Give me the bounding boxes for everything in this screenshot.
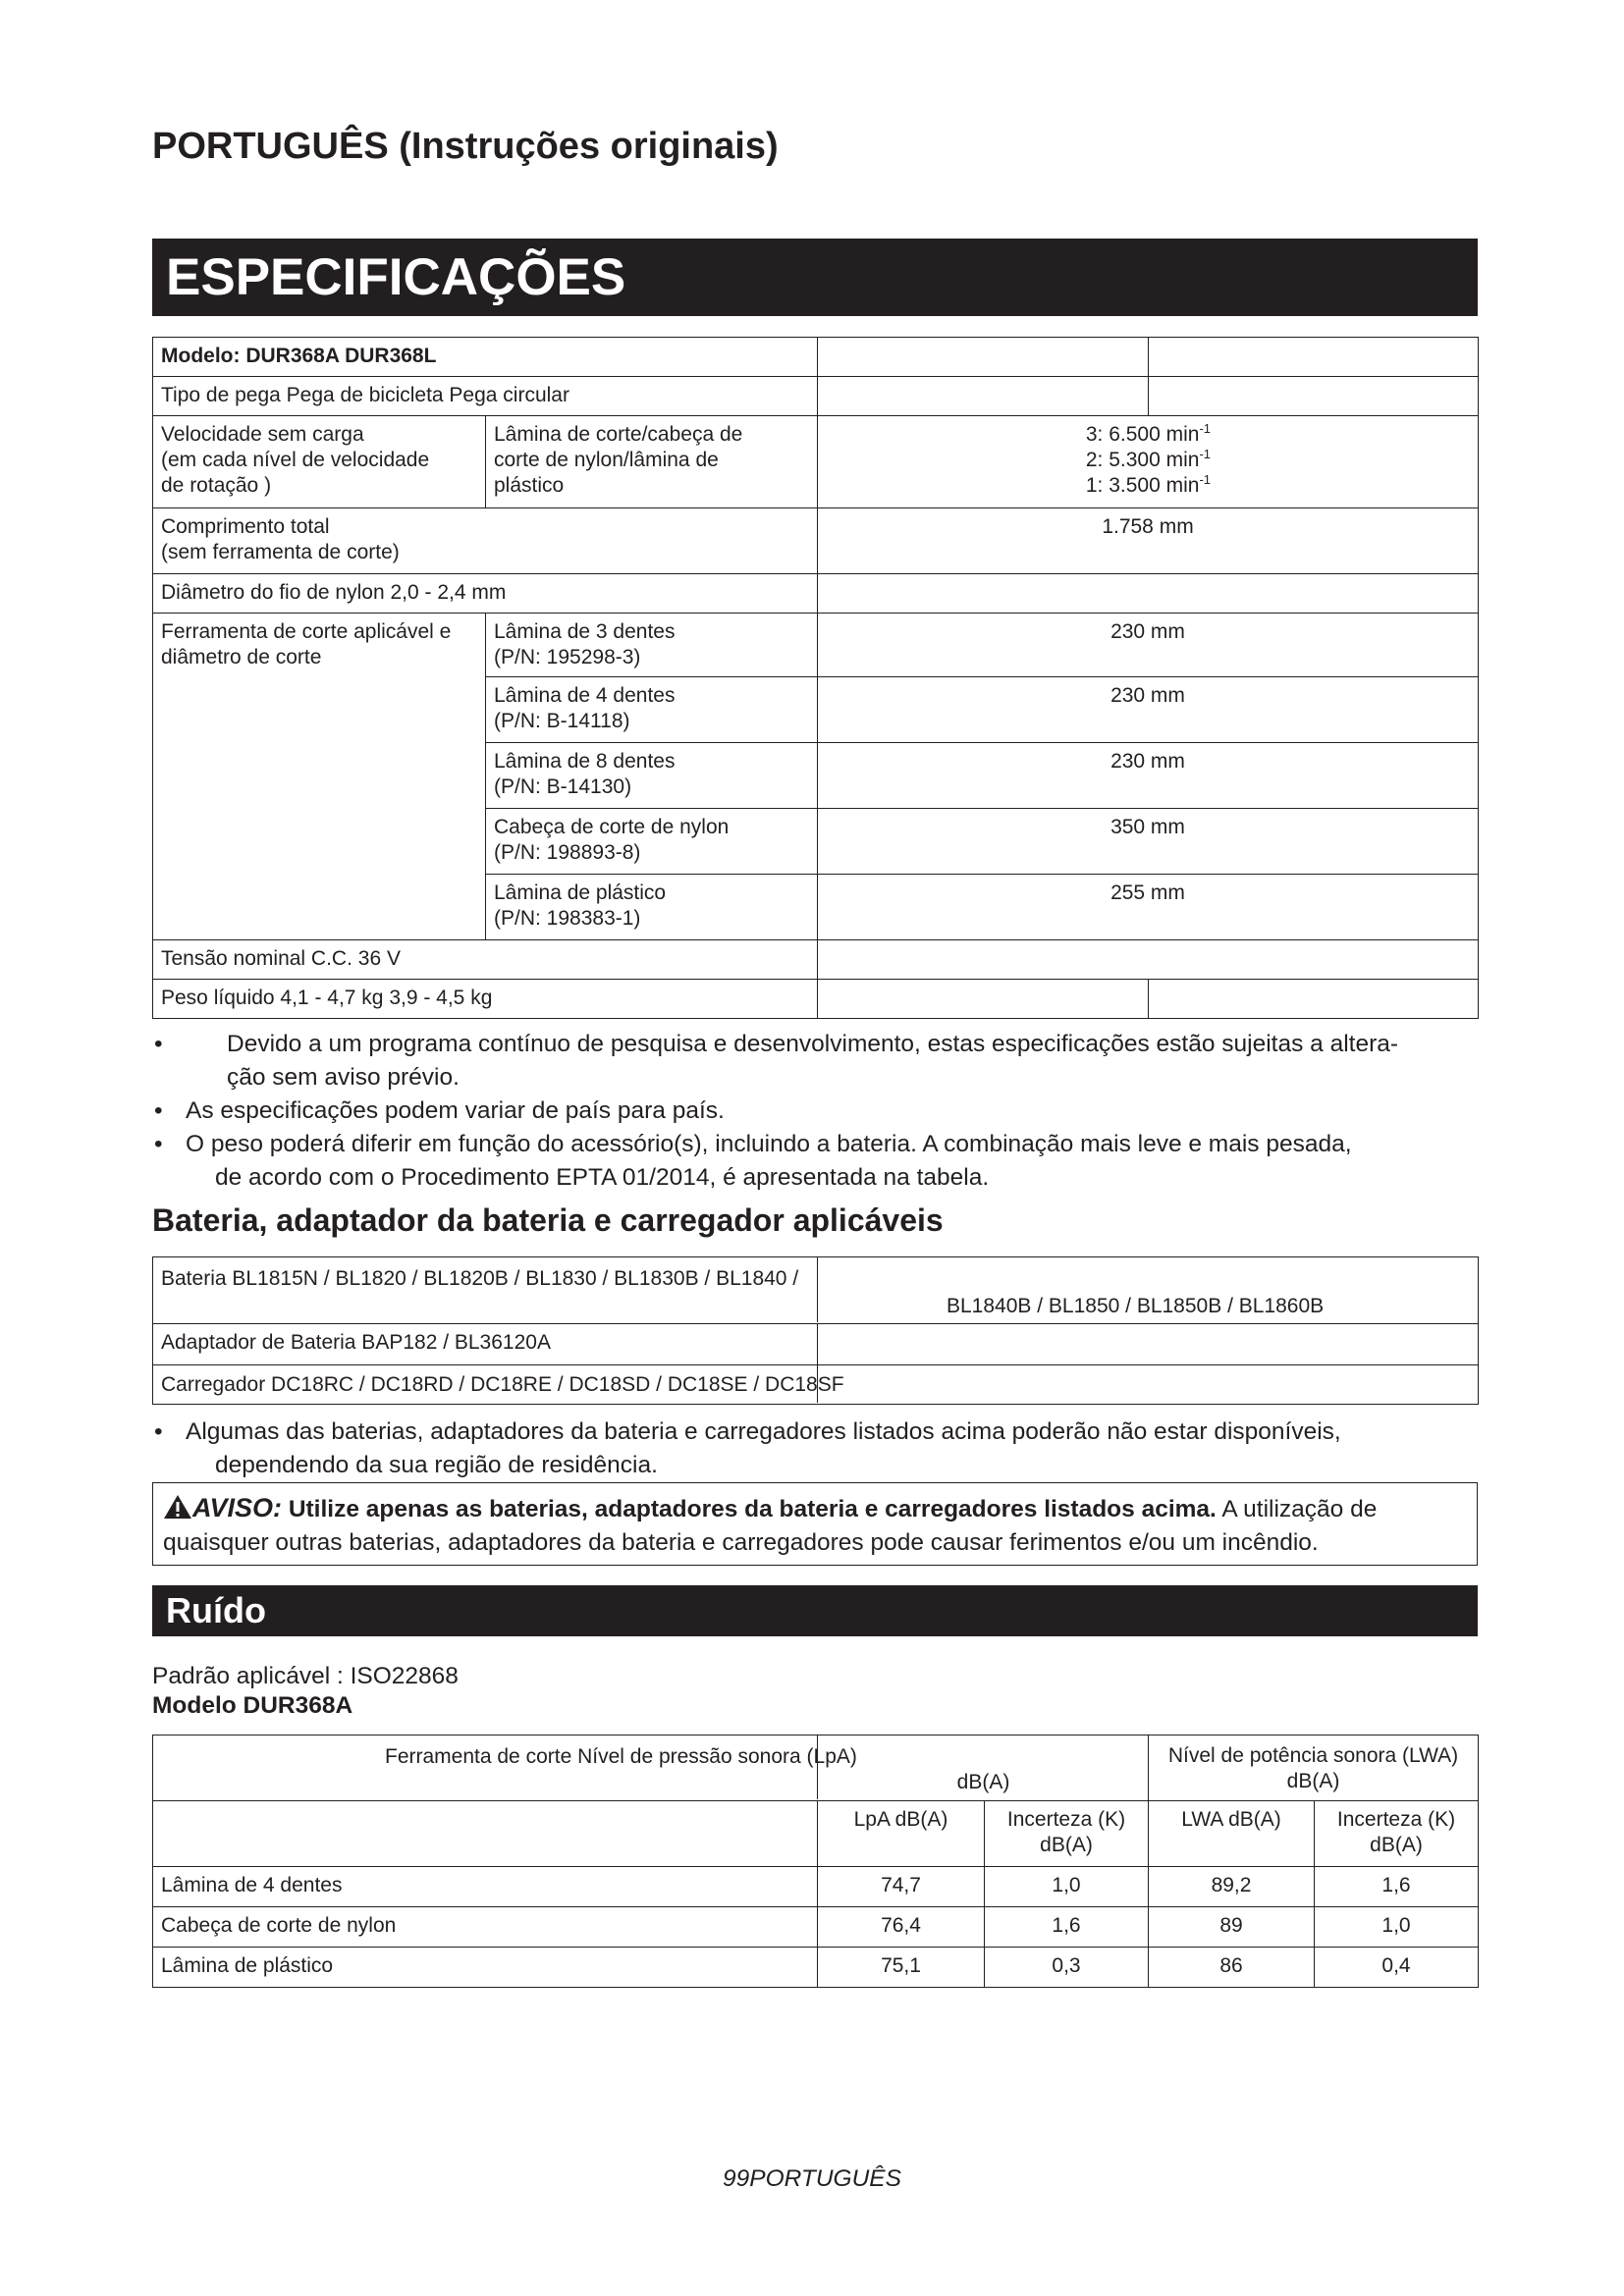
model-cell: Modelo: DUR368A DUR368L [153, 338, 818, 377]
note-item: • As especificações podem variar de país para país. [154, 1097, 725, 1124]
lwa-value: 89,2 [1149, 1867, 1315, 1907]
document-title: PORTUGUÊS (Instruções originais) [152, 126, 779, 167]
specifications-heading: ESPECIFICAÇÕES [152, 239, 1478, 316]
table-row [153, 1948, 1479, 1988]
empty-cell [1149, 338, 1479, 377]
noise-subheader: Incerteza (K) dB(A) [1315, 1801, 1479, 1867]
net-weight-cell: Peso líquido 4,1 - 4,7 kg 3,9 - 4,5 kg [153, 980, 818, 1019]
speed-label-cell: Velocidade sem carga (em cada nível de velocidade de rotação ) [153, 416, 486, 508]
lpa-value: 76,4 [818, 1907, 985, 1948]
warning-text: A utilização de [1221, 1496, 1378, 1522]
noise-subheader: LWA dB(A) [1149, 1801, 1315, 1867]
battery-cell [153, 1257, 1479, 1324]
warning-label: AVISO: [192, 1493, 283, 1522]
battery-heading: Bateria, adaptador da bateria e carregador aplicáveis [152, 1202, 944, 1238]
lwa-value: 86 [1149, 1948, 1315, 1988]
noise-header-main: Ferramenta de corte Nível de pressão sonora (LpA) dB(A) [153, 1735, 1149, 1801]
noise-tool: Lâmina de plástico [153, 1948, 818, 1988]
noise-header-power: Nível de potência sonora (LWA) dB(A) [1149, 1735, 1479, 1801]
empty-cell [818, 377, 1149, 416]
page-footer: 99PORTUGUÊS [723, 2165, 901, 2192]
empty-cell [818, 1324, 1479, 1365]
applicable-standard: Padrão aplicável : ISO22868 [152, 1663, 459, 1689]
noise-subheader: Incerteza (K) dB(A) [985, 1801, 1149, 1867]
uncertainty-value: 0,3 [985, 1948, 1149, 1988]
lwa-value: 89 [1149, 1907, 1315, 1948]
tool-diameter-cell: 230 mm [818, 614, 1479, 677]
uncertainty-value: 1,0 [985, 1867, 1149, 1907]
warning-bold-text: Utilize apenas as baterias, adaptadores da bateria e carregadores listados acima. [288, 1496, 1217, 1522]
tool-diameter-cell: 230 mm [818, 743, 1479, 809]
tool-name-cell: Lâmina de 4 dentes (P/N: B-14118) [486, 677, 818, 743]
empty-cell [818, 940, 1479, 980]
empty-cell [818, 338, 1149, 377]
empty-cell [1149, 377, 1479, 416]
empty-cell [1149, 980, 1479, 1019]
empty-cell [818, 980, 1149, 1019]
uncertainty-value: 1,6 [985, 1907, 1149, 1948]
lpa-value: 75,1 [818, 1948, 985, 1988]
noise-standard [152, 1662, 459, 1721]
speed-values-cell [818, 416, 1479, 508]
empty-cell [153, 1801, 818, 1867]
tool-name-cell: Lâmina de 3 dentes (P/N: 195298-3) [486, 614, 818, 677]
adapter-cell: Adaptador de Bateria BAP182 / BL36120A [153, 1324, 818, 1365]
voltage-cell: Tensão nominal C.C. 36 V [153, 940, 818, 980]
speed-value: 1: 3.500 $\min^{-1}$ [1085, 472, 1211, 497]
empty-cell [818, 574, 1479, 614]
warning-triangle-icon [163, 1494, 192, 1520]
charger-cell: Carregador DC18RC / DC18RD / DC18RE / DC18SD / DC18SE / DC18SF [153, 1365, 1479, 1405]
noise-model: Modelo DUR368A [152, 1692, 353, 1719]
length-value-cell: 1.758 mm [818, 508, 1479, 574]
battery-line: Bateria BL1815N / BL1820 / BL1820B / BL1830 / BL1830B / BL1840 / [161, 1267, 799, 1290]
tool-diameter-cell: 230 mm [818, 677, 1479, 743]
grip-type-cell: Tipo de pega Pega de bicicleta Pega circular [153, 377, 818, 416]
note-item: • O peso poderá diferir em função do acessório(s), incluindo a bateria. A combinação mais leve e mais pesada, de acordo com o Procedimento EPTA 01/2014, é apresentada na tabela. [154, 1131, 1352, 1191]
tool-name-cell: Cabeça de corte de nylon (P/N: 198893-8) [486, 809, 818, 875]
battery-line: BL1840B / BL1850 / BL1850B / BL1860B [947, 1295, 1325, 1317]
cutting-tool-label-cell: Ferramenta de corte aplicável e diâmetro de corte [153, 614, 486, 940]
specification-notes [152, 1028, 1478, 1195]
noise-subheader: LpA dB(A) [818, 1801, 985, 1867]
uncertainty-value: 1,0 [1315, 1907, 1479, 1948]
table-row [153, 1867, 1479, 1907]
length-label-cell: Comprimento total (sem ferramenta de corte) [153, 508, 818, 574]
nylon-diameter-cell: Diâmetro do fio de nylon 2,0 - 2,4 mm [153, 574, 818, 614]
tool-diameter-cell: 255 mm [818, 875, 1479, 940]
noise-heading: Ruído [152, 1585, 1478, 1636]
tool-name-cell: Lâmina de 8 dentes (P/N: B-14130) [486, 743, 818, 809]
uncertainty-value: 1,6 [1315, 1867, 1479, 1907]
noise-tool: Cabeça de corte de nylon [153, 1907, 818, 1948]
note-item: • Devido a um programa contínuo de pesquisa e desenvolvimento, estas especificações estão sujeitas a altera- ção sem aviso prévio. [154, 1031, 1399, 1091]
noise-table [152, 1735, 1479, 1988]
note-item: • Algumas das baterias, adaptadores da bateria e carregadores listados acima poderão não estar disponíveis, dependendo da sua região de residência. [154, 1418, 1341, 1478]
noise-tool: Lâmina de 4 dentes [153, 1867, 818, 1907]
tool-name-cell: Lâmina de plástico (P/N: 198383-1) [486, 875, 818, 940]
specifications-table [152, 337, 1479, 1019]
battery-note [152, 1415, 1478, 1482]
battery-table [152, 1256, 1479, 1405]
warning-box [152, 1482, 1478, 1566]
uncertainty-value: 0,4 [1315, 1948, 1479, 1988]
speed-sub-label-cell: Lâmina de corte/cabeça de corte de nylon/lâmina de plástico [486, 416, 818, 508]
speed-value: 2: 5.300 $\min^{-1}$ [1085, 447, 1211, 471]
tool-diameter-cell: 350 mm [818, 809, 1479, 875]
table-row [153, 1907, 1479, 1948]
warning-text: quaisquer outras baterias, adaptadores da bateria e carregadores pode causar ferimentos e/ou um incêndio. [163, 1529, 1319, 1556]
speed-value: 3: 6.500 $\min^{-1}$ [1085, 421, 1211, 446]
lpa-value: 74,7 [818, 1867, 985, 1907]
